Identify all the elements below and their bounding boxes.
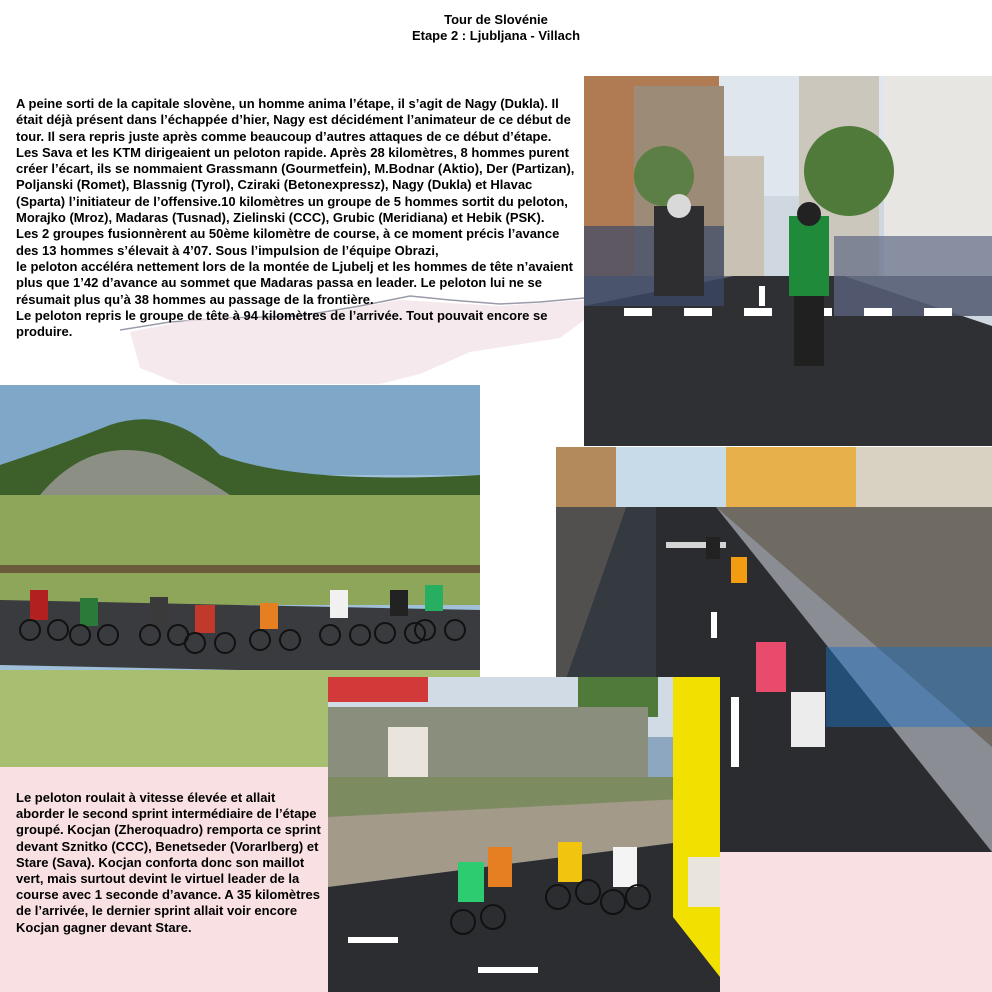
report-paragraph: Le peloton repris le groupe de tête à 94 kilomètres de l’arrivée. Tout pouvait encore se produire. [16, 307, 548, 340]
report-paragraph: le peloton accéléra nettement lors de la montée de Ljubelj et les hommes de tête n’avaient plus que 1’42 d’avance au sommet que Madaras passa en leader. Le peloton lui ne se résumait plus qu’à 38 hommes au passage de la frontière. [16, 258, 574, 307]
map-region-right [720, 852, 992, 992]
photo-village-sprint [328, 677, 720, 992]
stage-line: Etape 2 : Ljubljana - Villach [411, 28, 581, 43]
sprint-paragraph: Le peloton roulait à vitesse élevée et allait aborder le second sprint intermédiaire de l’étape groupé. Kocjan (Zheroquadro) remporta ce sprint devant Sznitko (CCC), Benetseder (Vorarlberg) et Stare (Sava). Kocjan conforta donc son maillot vert, mais surtout devint le virtuel leader de la course avec 1 seconde d’avance. A 35 kilomètres de l’arrivée, le dernier sprint allait voir encore Kocjan gagner devant Stare. [16, 790, 321, 935]
stage-report [16, 96, 576, 340]
report-paragraph: A peine sorti de la capitale slovène, un homme anima l’étape, il s’agit de Nagy (Dukla). Il était déjà présent dans l’échappée d’hier, Nagy est décidément l’animateur de ce début de tour. Il sera repris juste après comme beaucoup d’autres attaques de ce début d’étape. Les Sava et les KTM dirigeaient un peloton rapide. Après 28 kilomètres, 8 hommes purent créer l’écart, ils se nommaient Grassmann (Gourmetfein), M.Bodnar (Aktio), Der (Partizan), Poljanski (Romet), Blassnig (Tyrol), Cziraki (Betonexpressz), Nagy (Dukla) et Hlavac (Sparta) l’initiateur de l’offensive.10 kilomètres un groupe de 5 hommes sortit du peloton, Morajko (Mroz), Madaras (Tusnad), Zielinski (CCC), Grubic (Meridiana) et Hebik (PSK). [16, 96, 575, 226]
sprint-report [16, 790, 324, 936]
page-title [300, 12, 692, 44]
photo-city-finish [584, 76, 992, 446]
report-paragraph: Les 2 groupes fusionnèrent au 50ème kilomètre de course, à ce moment précis l’avance des 13 hommes s’élevait à 4’07. Sous l’impulsion de l’équipe Obrazi, [16, 226, 560, 258]
title-line: Tour de Slovénie [444, 12, 548, 27]
